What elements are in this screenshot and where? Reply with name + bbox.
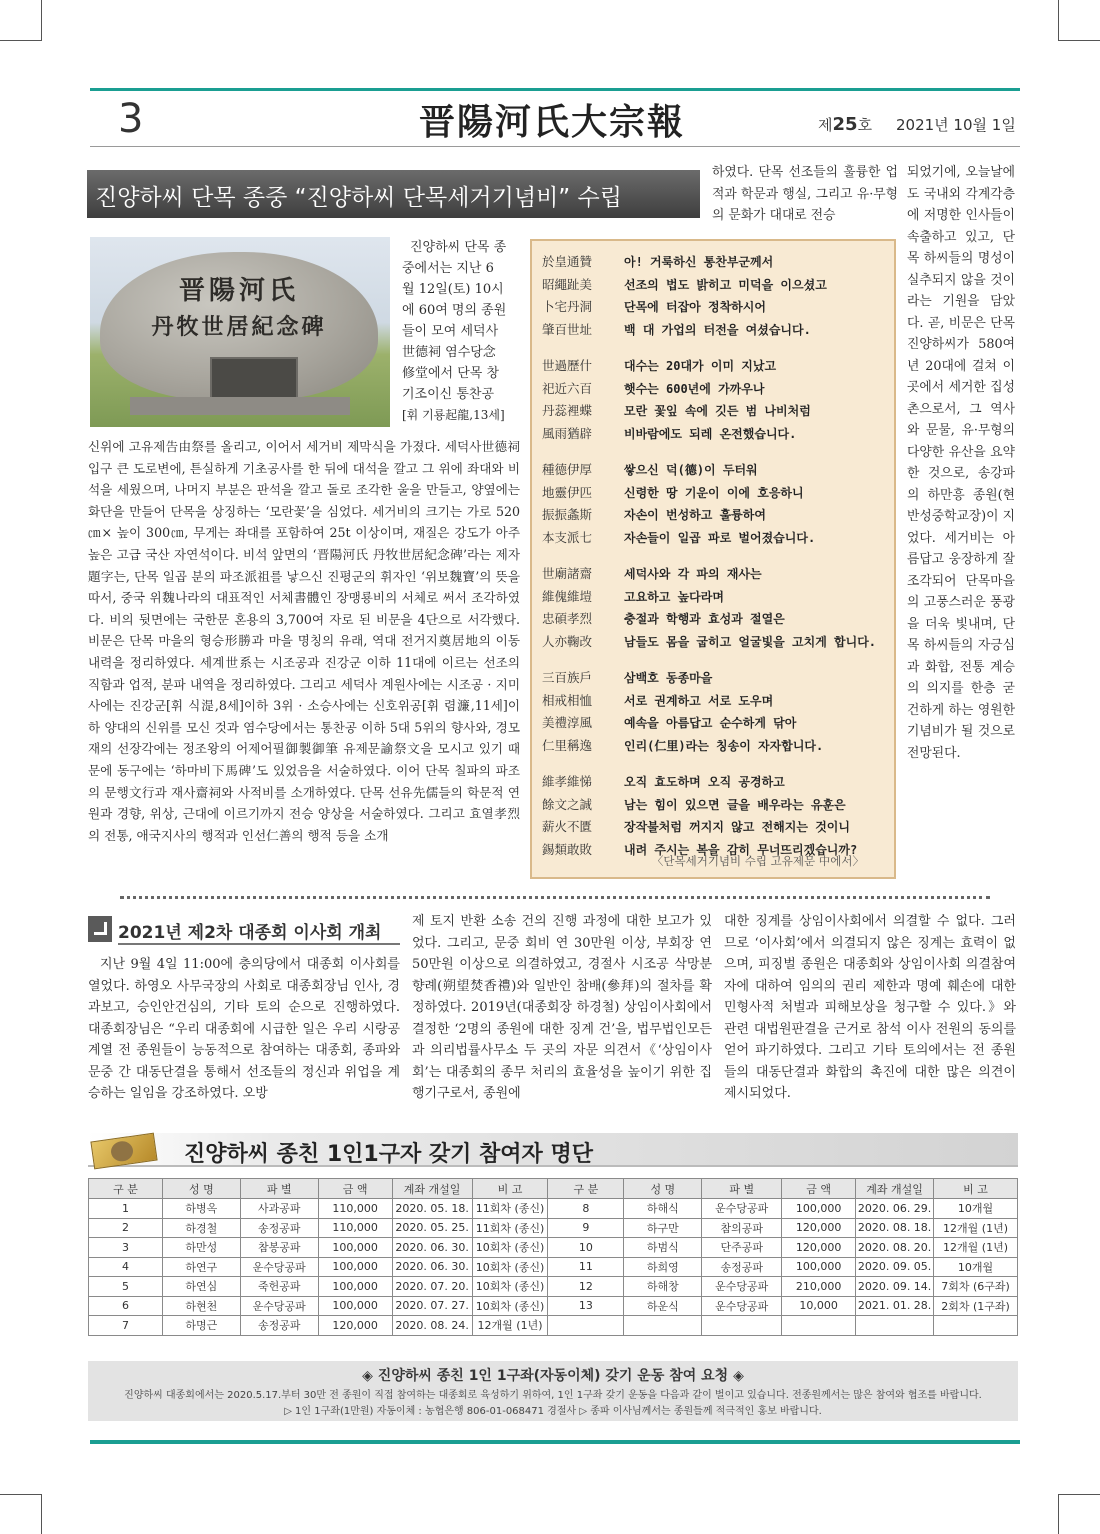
notice-title: ◈ 진양하씨 종친 1인 1구좌(자동이체) 갖기 운동 참여 요청 ◈	[362, 1368, 744, 1384]
table-cell: 12개월 (1년)	[934, 1218, 1018, 1238]
table-row	[89, 1238, 1018, 1258]
table-cell: 2020. 08. 24.	[392, 1316, 472, 1336]
table-cell	[624, 1316, 702, 1336]
table-cell: 운수당공파	[702, 1296, 782, 1316]
table-cell: 8	[548, 1199, 624, 1219]
table-cell: 100,000	[318, 1277, 392, 1297]
inscription-korean: 남는 힘이 있으면 글을 배우라는 유훈은	[624, 797, 846, 812]
inscription-hanja: 錫類敢敗	[542, 841, 593, 857]
table-cell: 1	[89, 1199, 163, 1219]
table-cell: 6	[89, 1296, 163, 1316]
inscription-hanja: 地靈伊匹	[542, 484, 593, 500]
table-cell: 2회차 (1구좌)	[934, 1296, 1018, 1316]
table-cell: 2020. 08. 18.	[856, 1218, 934, 1238]
table-cell	[702, 1316, 782, 1336]
table-cell: 10개월	[934, 1199, 1018, 1219]
table-cell: 100,000	[782, 1199, 856, 1219]
table-cell: 13	[548, 1296, 624, 1316]
inscription-korean: 오직 효도하며 오직 공경하고	[624, 775, 785, 789]
issue-suffix: 호	[857, 116, 873, 134]
table-cell: 2020. 09. 05.	[856, 1257, 934, 1277]
table-header-cell: 구 분	[89, 1179, 163, 1199]
table-header-cell: 비 고	[472, 1179, 548, 1199]
table-cell: 100,000	[782, 1257, 856, 1277]
inscription-korean: 쌓으신 덕(德)이 두터워	[624, 463, 758, 477]
table-cell: 운수당공파	[702, 1277, 782, 1297]
table-cell: 120,000	[782, 1238, 856, 1258]
table-cell: 100,000	[318, 1296, 392, 1316]
table-row	[89, 1218, 1018, 1238]
inscription-hanja: 種德伊厚	[542, 462, 593, 477]
table-cell: 하희영	[624, 1257, 702, 1277]
table-cell: 3	[89, 1238, 163, 1258]
table-header-cell: 구 분	[548, 1179, 624, 1199]
table-cell: 2020. 06. 29.	[856, 1199, 934, 1219]
table-cell: 11회차 (종신)	[472, 1218, 548, 1238]
table-row	[89, 1199, 1018, 1219]
table-cell: 2020. 09. 14.	[856, 1277, 934, 1297]
table-header-cell: 파 별	[240, 1179, 318, 1199]
table-cell: 11회차 (종신)	[472, 1199, 548, 1219]
table-header-cell: 파 별	[702, 1179, 782, 1199]
table-cell: 하해창	[624, 1277, 702, 1297]
table-cell: 10회차 (종신)	[472, 1238, 548, 1258]
inscription-hanja: 肇百世址	[542, 321, 593, 337]
table-cell: 9	[548, 1218, 624, 1238]
table-cell: 10	[548, 1238, 624, 1258]
meeting-headline-text: 2021년 제2차 대종회 이사회 개최	[118, 923, 382, 943]
inscription-korean: 장작불처럼 꺼지지 않고 전해지는 것이니	[624, 820, 850, 834]
inscription-hanja: 昭繩趾美	[542, 276, 593, 292]
inscription-hanja: 忠碩孝烈	[542, 611, 593, 626]
inscription-korean: 선조의 법도 밝히고 미덕을 이으셨고	[624, 277, 827, 292]
inscription-hanja: 振振螽斯	[542, 507, 593, 522]
table-cell	[934, 1316, 1018, 1336]
section-divider	[120, 896, 990, 899]
members-table-header	[89, 1179, 1018, 1199]
table-header-cell: 성 명	[162, 1179, 240, 1199]
inscription-hanja: 世過歷什	[542, 358, 593, 373]
table-cell: 참봉공파	[240, 1238, 318, 1258]
table-cell: 2021. 01. 28.	[856, 1296, 934, 1316]
table-cell: 단주공파	[702, 1238, 782, 1258]
table-cell: 죽헌공파	[240, 1277, 318, 1297]
inscription-hanja: 卜宅丹洞	[542, 299, 593, 314]
issue-number-value: 25	[832, 114, 858, 135]
table-cell: 110,000	[318, 1218, 392, 1238]
table-cell: 운수당공파	[240, 1257, 318, 1277]
inscription-korean: 세덕사와 각 파의 재사는	[624, 567, 762, 581]
intro-line: 월 12일(토) 10시	[402, 282, 504, 297]
table-cell	[548, 1316, 624, 1336]
crop-mark-bottom-right-h	[1058, 1494, 1100, 1495]
table-cell: 5	[89, 1277, 163, 1297]
table-cell: 110,000	[318, 1199, 392, 1219]
table-cell: 하운식	[624, 1296, 702, 1316]
table-cell: 2020. 06. 30.	[392, 1238, 472, 1258]
members-banner-title: 진양하씨 종친 1인1구자 갖기 참여자 명단	[184, 1142, 593, 1167]
table-cell: 송정공파	[702, 1257, 782, 1277]
crop-mark-top-left	[22, 0, 42, 40]
table-cell: 2020. 05. 18.	[392, 1199, 472, 1219]
table-cell: 12개월 (1년)	[472, 1316, 548, 1336]
inscription-korean: 삼백호 동종마을	[624, 671, 713, 685]
intro-line: 들이 모여 세덕사	[402, 324, 499, 339]
inscription-korean: 서로 권계하고 서로 도우며	[624, 693, 774, 708]
arrow-icon	[88, 916, 112, 942]
inscription-korean: 햇수는 600년에 가까우나	[624, 381, 765, 396]
notice-box	[88, 1361, 1018, 1421]
table-header-cell: 성 명	[624, 1179, 702, 1199]
crop-mark-top-right-h	[1058, 40, 1100, 41]
table-cell: 사과공파	[240, 1199, 318, 1219]
table-cell: 12개월 (1년)	[934, 1238, 1018, 1258]
table-cell: 10개월	[934, 1257, 1018, 1277]
table-cell: 하연구	[162, 1257, 240, 1277]
inscription-korean: 예속을 아름답고 순수하게 닦아	[624, 716, 797, 730]
table-cell: 참의공파	[702, 1218, 782, 1238]
inscription-hanja: 維孝維悌	[542, 774, 593, 789]
table-cell: 100,000	[318, 1257, 392, 1277]
issue-date: 2021년 10월 1일	[896, 116, 1016, 134]
inscription-korean: 내려 주시는 복을 감히 무너뜨리겠습니까?	[624, 842, 858, 857]
inscription-korean: 자손들이 일곱 파로 벌어졌습니다.	[624, 530, 816, 545]
table-cell	[856, 1316, 934, 1336]
inscription-korean: 아! 거룩하신 통찬부군께서	[624, 255, 774, 269]
money-icon	[90, 1133, 157, 1170]
table-row	[89, 1257, 1018, 1277]
table-cell: 10,000	[782, 1296, 856, 1316]
meeting-col2: 제 토지 반환 소송 건의 진행 과정에 대한 보고가 있었다. 그리고, 문중 회비 연 30만원 이상, 부회장 연 50만원 이상으로 의결하였고, 경절사 시조공 삭망분향례(朔望焚香禮)와 일반인 참배(參拜)의 절차를 확정하였다. 2019년(대종회장 하경철) 상임이사회에서 결정한 ‘2명의 종원에 대한 징계 건’을, 법무법인모든과 의리법률사무소 두 곳의 자문 의견서《‘상임이사회’는 대종회의 종무 처리의 효율성을 높이기 위한 집행기구로서, 종원에	[412, 914, 712, 1101]
monument-base	[130, 397, 350, 415]
table-cell: 하만성	[162, 1238, 240, 1258]
top-teal-rule	[90, 88, 1020, 91]
table-cell: 2020. 07. 27.	[392, 1296, 472, 1316]
crop-mark-top-right	[1058, 0, 1078, 40]
inscription-hanja: 相戒相恤	[542, 692, 593, 708]
inscription-korean: 고요하고 높다라며	[624, 589, 724, 604]
monument-text-line1: 晋陽河氏	[178, 276, 299, 306]
intro-line: 世德祠 염수당念	[402, 345, 496, 360]
article-intro	[402, 237, 520, 426]
notice-line1: 진양하씨 대종회에서는 2020.5.17.부터 30만 전 종원이 직접 참여하는 대종회로 육성하기 위하여, 1인 1구좌 갖기 운동을 다음과 같이 벌이고 있습니다. 전종원께서는 많은 참여와 협조를 바랍니다.	[124, 1390, 982, 1401]
table-cell: 2020. 07. 20.	[392, 1277, 472, 1297]
inscription-korean: 남들도 몸을 굽히고 얼굴빛을 고치게 합니다.	[624, 634, 877, 649]
meeting-headline	[88, 916, 400, 942]
members-table	[88, 1178, 1018, 1336]
inscription-korean: 단목에 터잡아 정착하시어	[624, 300, 766, 314]
inscription-korean: 비바람에도 되레 온전했습니다.	[624, 426, 797, 441]
table-cell: 하연심	[162, 1277, 240, 1297]
members-table-body	[89, 1199, 1018, 1336]
inscription-hanja: 本支派七	[542, 529, 593, 545]
inscription-hanja: 於皇通贊	[542, 254, 593, 269]
inscription-hanja: 丹蕊裡蝶	[542, 403, 593, 418]
bottom-teal-rule	[90, 1440, 1020, 1444]
inscription-korean: 인리(仁里)라는 칭송이 자자합니다.	[624, 738, 824, 753]
meeting-col1: 지난 9월 4일 11:00에 충의당에서 대종회 이사회를 열었다. 하영오 사무국장의 사회로 대종회장님 인사, 경과보고, 승인안건심의, 기타 토의 순으로 진행하였다. 대종회장님은 “우리 대종회에 시급한 일은 우리 시랑공 계열 전 종원들이 능동적으로 참여하는 대종회, 종파와 문중 간 대동단결을 통해서 선조들의 정신과 위업을 계승하는 일임을 강조하였다. 오방	[88, 957, 400, 1101]
table-row	[89, 1277, 1018, 1297]
table-header-cell: 금 액	[782, 1179, 856, 1199]
inscription-korean: 충절과 학행과 효성과 절열은	[624, 612, 785, 626]
table-cell: 2	[89, 1218, 163, 1238]
inscription-hanja: 仁里稱逸	[542, 737, 593, 753]
article-headline	[87, 170, 700, 218]
intro-line: 에 60여 명의 종원	[402, 303, 507, 318]
table-cell	[782, 1316, 856, 1336]
intro-line: 修堂에서 단목 창	[402, 366, 500, 381]
table-row	[89, 1316, 1018, 1336]
table-cell: 하해식	[624, 1199, 702, 1219]
table-cell: 11	[548, 1257, 624, 1277]
table-header-cell: 계좌 개설일	[856, 1179, 934, 1199]
newspaper-title: 晋陽河氏大宗報	[418, 101, 685, 143]
table-cell: 120,000	[318, 1316, 392, 1336]
issue-prefix: 제	[818, 116, 833, 134]
intro-line: 중에서는 지난 6	[402, 261, 494, 276]
intro-line: 진양하씨 단목 종	[410, 240, 507, 255]
article-body: 신위에 고유제告由祭를 올리고, 이어서 세거비 제막식을 가졌다. 세덕사世德祠 입구 큰 도로변에, 튼실하게 기초공사를 한 뒤에 대석을 깔고 그 위에 좌대와 비석을 세웠으며, 나머지 부분은 판석을 깔고 돌로 조각한 울을 만들고, 양옆에는 화단을 만들어 단목을 상징하는 ‘모란꽃’을 심었다. 세거비의 크기는 가로 520㎝× 높이 300㎝, 무게는 좌대를 포함하여 25t 이상이며, 재질은 강도가 아주 높은 고급 국산 자연석이다. 비석 앞면의 ‘晋陽河氏 丹牧世居紀念碑’라는 제자題字는, 단목 일곱 분의 파조派祖를 낳으신 진평군의 휘자인 ‘위보魏寶’의 뜻을 따서, 중국 위魏나라의 대표적인 서체書體인 장맹룡비의 서체로 써서 조각하였다. 비의 뒷면에는 국한문 혼용의 3,700여 자로 된 비문을 4단으로 서각했다. 비문은 단목 마을의 형승形勝과 마을 명칭의 유래, 역대 전거지奠居地의 이동 내력을 정리하였다. 세계世系는 시조공과 진강군 이하 11대에 이르는 선조의 직함과 업적, 분파 내역을 정리하였다. 그리고 세덕사 계원사에는 시조공 · 지미사에는 진강군[휘 식湜,8세]이하 3위 · 소승사에는 신호위공[휘 렴濂,11세]이하 양대의 신위를 모신 것과 염수당에서는 통찬공 이하 5대 5위의 향사와, 경모재의 선장각에는 정조왕의 어제어필御製御筆 유제문諭祭文을 모시고 있기 때문에 동구에는 ‘하마비下馬碑’도 있었음을 서술하였다. 이어 단목 칠파의 파조의 문행文行과 재사齋祠와 사적비를 소개하였다. 단목 선유先儒들의 학문적 연원과 경향, 위상, 근대에 이르기까지 전승 양상을 서술하였다. 그리고 효열孝烈의 전통, 애국지사의 행적과 인선仁善의 행적 등을 소개	[88, 439, 520, 843]
crop-mark-bottom-right	[1058, 1494, 1078, 1534]
page-number: 3	[118, 96, 144, 142]
meeting-headline-underline	[118, 943, 400, 945]
table-cell: 운수당공파	[702, 1199, 782, 1219]
table-header-cell: 금 액	[318, 1179, 392, 1199]
inscription-hanja: 維傀維塏	[542, 588, 593, 604]
crop-mark-bottom-left-h	[0, 1494, 42, 1495]
table-cell: 송정공파	[240, 1316, 318, 1336]
inscription-hanja: 薪火不匱	[542, 819, 593, 834]
table-cell: 2020. 08. 20.	[856, 1238, 934, 1258]
table-cell: 하현천	[162, 1296, 240, 1316]
members-banner	[88, 1133, 1018, 1167]
inscription-hanja: 風雨猶辟	[542, 425, 593, 441]
table-row	[89, 1296, 1018, 1316]
table-cell: 7회차 (6구좌)	[934, 1277, 1018, 1297]
intro-line: [휘 기룡起龍,13세]	[402, 408, 505, 422]
table-cell: 하명근	[162, 1316, 240, 1336]
table-cell: 2020. 05. 25.	[392, 1218, 472, 1238]
monument-text-line2: 丹牧世居紀念碑	[151, 314, 327, 340]
table-cell: 10회차 (종신)	[472, 1277, 548, 1297]
inscription-hanja: 世廟諸齋	[542, 566, 593, 581]
table-cell: 송정공파	[240, 1218, 318, 1238]
inscription-korean: 대수는 20대가 이미 지났고	[624, 359, 777, 373]
table-cell: 2020. 06. 30.	[392, 1257, 472, 1277]
notice-line2: ▷ 1인 1구좌(1만원) 자동이체 : 농협은행 806-01-068471 경절사 ▷ 종파 이사님께서는 종원들께 적극적인 홍보 바랍니다.	[284, 1406, 822, 1417]
inscription-korean: 신령한 땅 기운이 이에 호응하니	[624, 485, 804, 500]
crop-mark-top-left-h	[0, 40, 42, 41]
table-cell: 120,000	[782, 1218, 856, 1238]
table-cell: 10회차 (종신)	[472, 1296, 548, 1316]
table-cell: 100,000	[318, 1238, 392, 1258]
table-cell: 210,000	[782, 1277, 856, 1297]
article-col3: 하였다. 단목 선조들의 훌륭한 업적과 학문과 행실, 그리고 유·무형의 문화가 대대로 전승	[712, 165, 898, 223]
inscription-box	[530, 239, 896, 879]
table-cell: 7	[89, 1316, 163, 1336]
monument-photo	[90, 237, 390, 427]
table-cell: 4	[89, 1257, 163, 1277]
inscription-hanja: 三百族戶	[542, 670, 593, 685]
table-header-cell: 비 고	[934, 1179, 1018, 1199]
inscription-hanja: 餘文之誠	[542, 796, 593, 812]
inscription-hanja: 人亦鞠改	[542, 633, 593, 649]
header-underline	[90, 146, 1020, 147]
table-cell: 12	[548, 1277, 624, 1297]
intro-line: 기조이신 통찬공	[402, 387, 495, 402]
inscription-hanja: 美禮淳風	[542, 715, 593, 730]
inscription-korean: 백 대 가업의 터전을 여셨습니다.	[624, 322, 811, 337]
inscription-korean: 모란 꽃잎 속에 깃든 범 나비처럼	[624, 404, 811, 418]
crop-mark-bottom-left	[22, 1494, 42, 1534]
article-headline-text: 진양하씨 단목 종중 “진양하씨 단목세거기념비” 수립	[95, 185, 622, 211]
inscription-korean: 자손이 번성하고 훌륭하여	[624, 508, 766, 522]
inscription-hanja: 祀近六百	[542, 380, 593, 396]
table-cell: 운수당공파	[240, 1296, 318, 1316]
monument-stone	[100, 252, 378, 400]
table-cell: 하구만	[624, 1218, 702, 1238]
table-cell: 하병옥	[162, 1199, 240, 1219]
article-col4: 되었기에, 오늘날에도 국내외 각계각층에 저명한 인사들이 속출하고 있고, 단목 하씨들의 명성이 실추되지 않을 것이라는 기원을 담았다. 곧, 비문은 단목 진양하씨가 580여 년 20대에 걸쳐 이곳에서 세거한 집성촌으로서, 그 역사와 문물, 유·무형의 다양한 유산을 요약한 것으로, 송강파의 하만흥 종원(현 반성중학교장)이 지었다. 세거비는 아름답고 웅장하게 잘 조각되어 단목마을의 고풍스러운 풍광을 더욱 빛내며, 단목 하씨들의 자긍심과 화합, 전통 계승의 의지를 한층 굳건하게 하는 영원한 기념비가 될 것으로 전망된다.	[907, 165, 1015, 761]
issue-number	[818, 114, 872, 135]
table-header-cell: 계좌 개설일	[392, 1179, 472, 1199]
table-cell: 하경철	[162, 1218, 240, 1238]
table-cell: 10회차 (종신)	[472, 1257, 548, 1277]
meeting-col3: 대한 징계를 상임이사회에서 의결할 수 없다. 그러므로 ‘이사회’에서 의결되지 않은 징계는 효력이 없으며, 피징벌 종원은 대종회와 상임이사회 의결참여자에 대하여 임의의 권리 제한과 명예 훼손에 대한 민형사적 처벌과 피해보상을 청구할 수 있다.》와 관련 대법원판결을 근거로 참석 이사 전원의 동의를 얻어 파기하였다. 그리고 기타 토의에서는 전 종원들의 대동단결과 화합의 촉진에 대한 많은 의견이 제시되었다.	[724, 914, 1016, 1101]
inscription-caption: 〈단목세거기념비 수립 고유제문 中에서〉	[651, 854, 864, 868]
table-cell: 하범식	[624, 1238, 702, 1258]
